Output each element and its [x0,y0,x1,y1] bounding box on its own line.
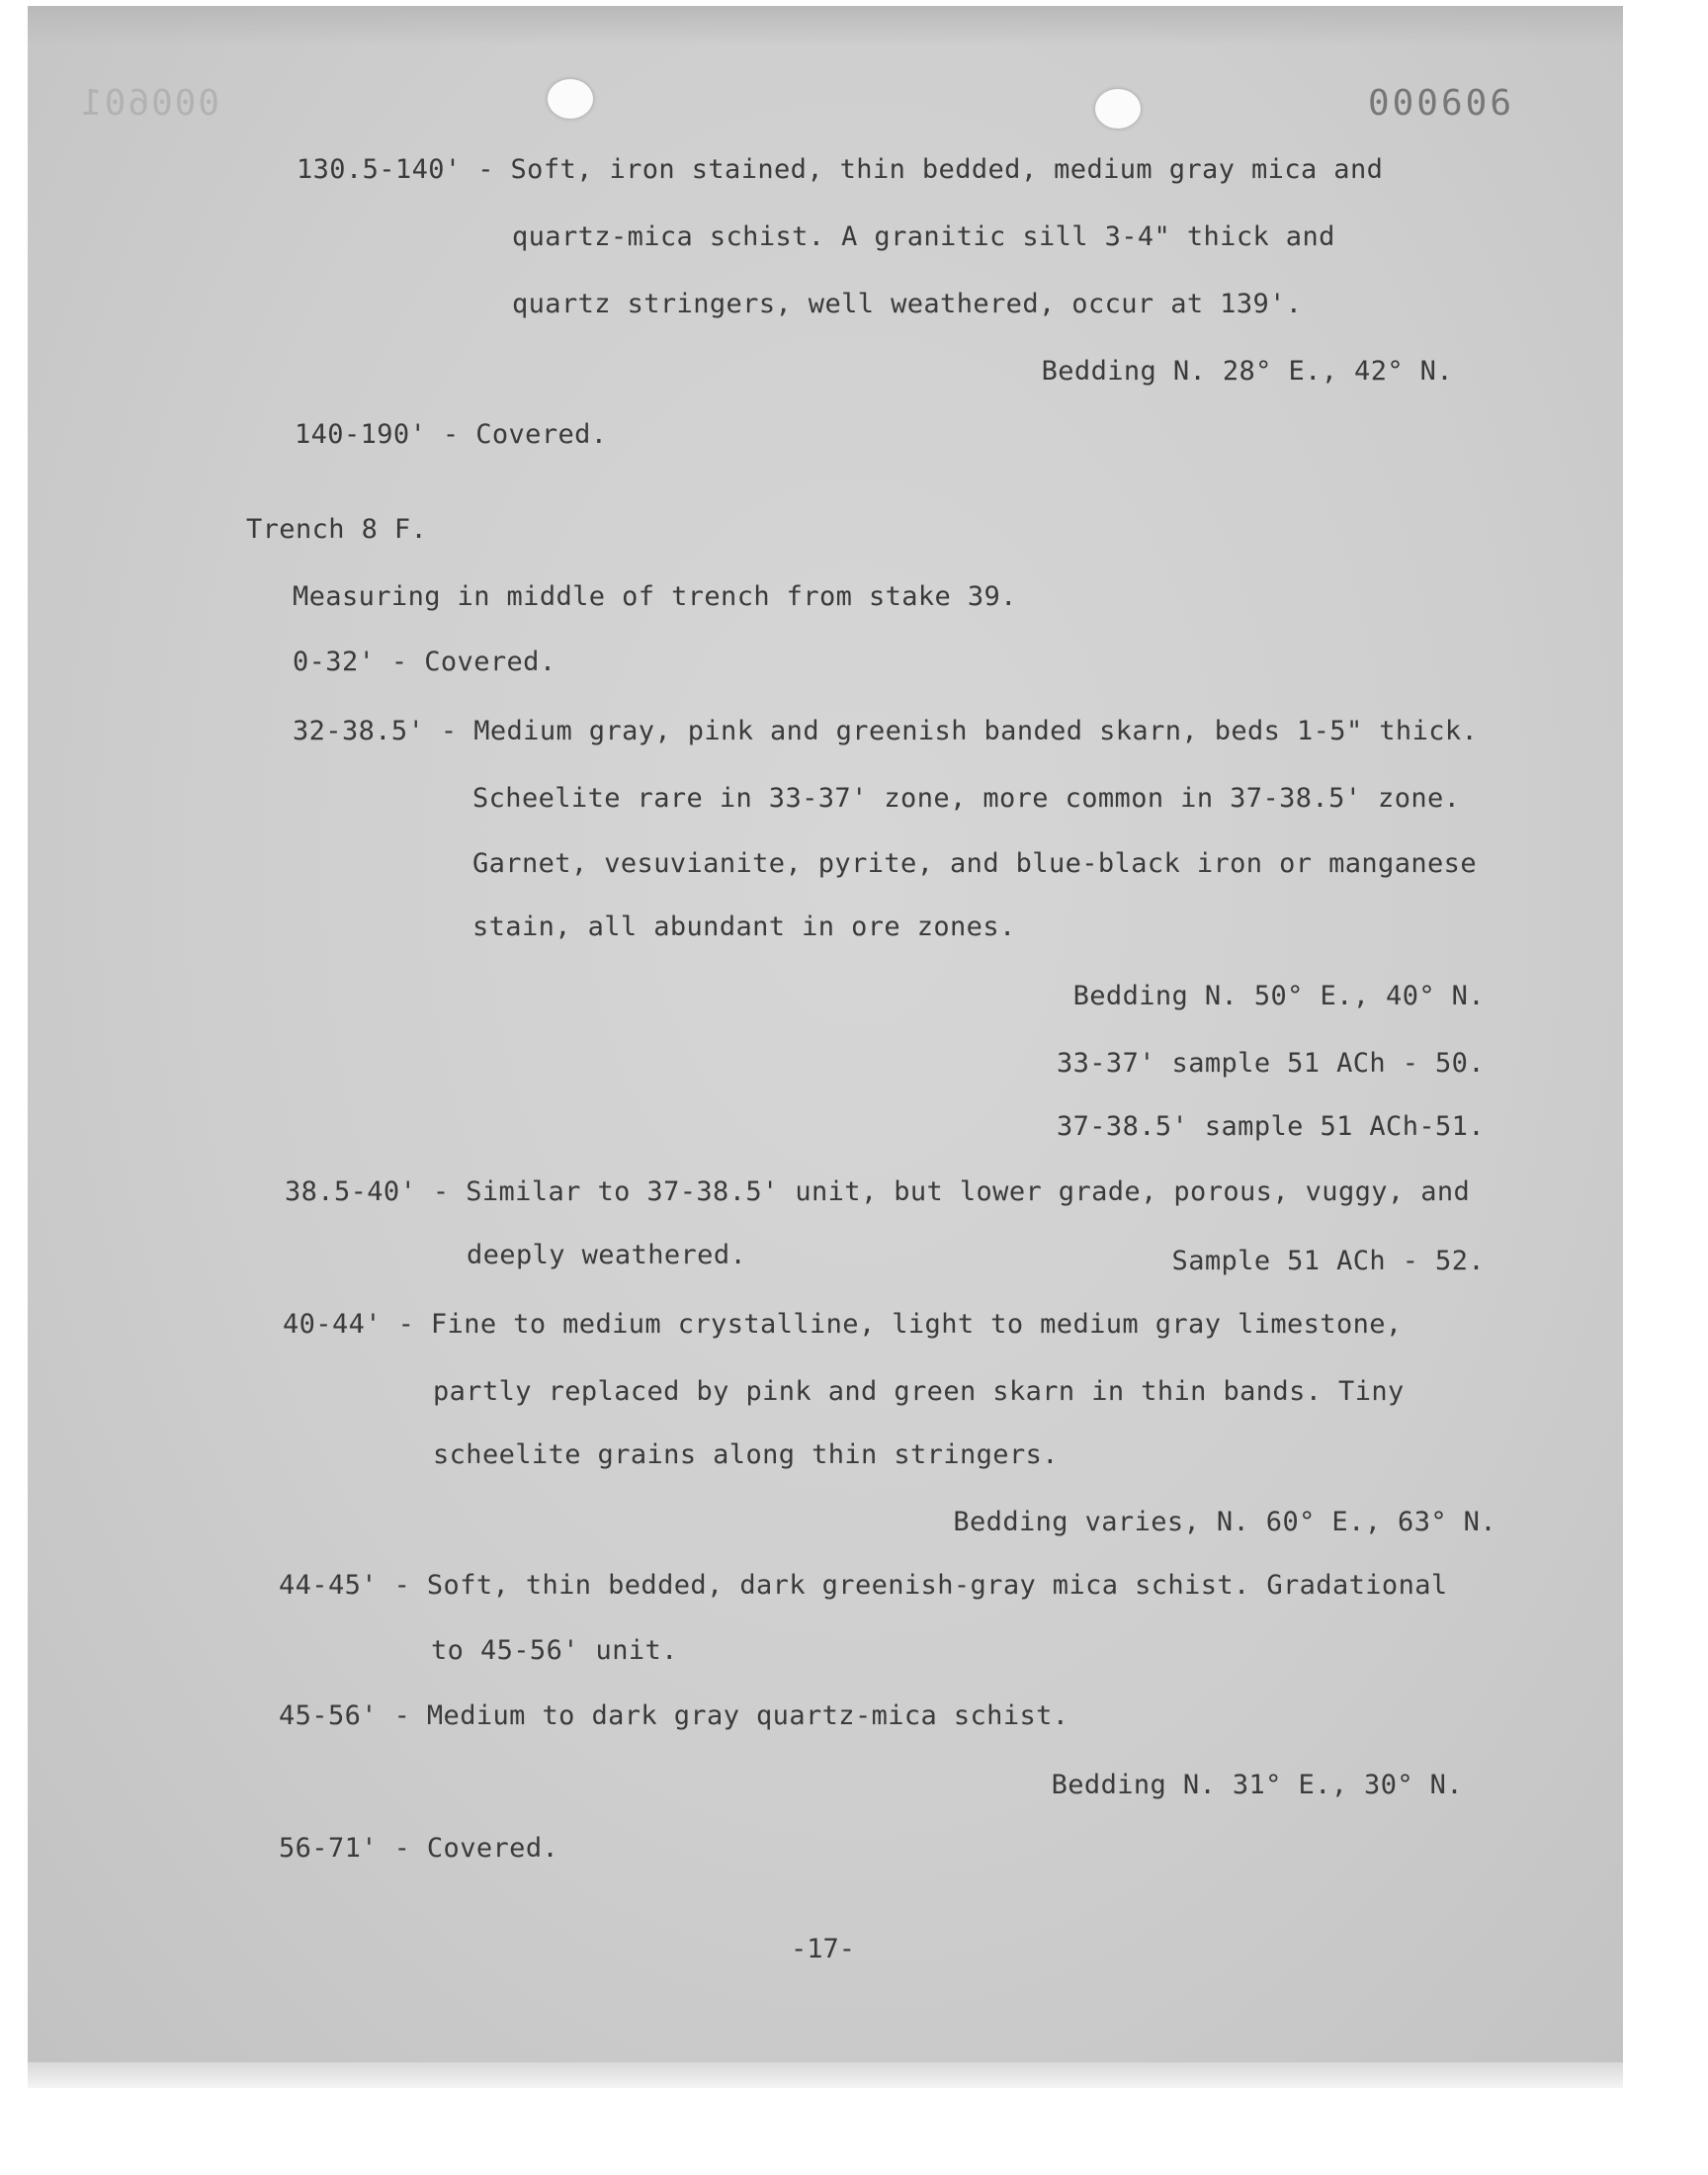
log-entry-continuation: scheelite grains along thin stringers. [433,1439,1059,1470]
log-entry-140-190: 140-190' - Covered. [295,419,608,450]
document-page [28,6,1623,2062]
log-entry-38-40: 38.5-40' - Similar to 37-38.5' unit, but lower grade, porous, vuggy, and [285,1176,1471,1207]
bedding-note: Bedding N. 31° E., 30° N. [1051,1770,1463,1800]
log-entry-40-44: 40-44' - Fine to medium crystalline, light to medium gray limestone, [283,1309,1403,1340]
sample-note: Sample 51 ACh - 52. [1171,1246,1485,1276]
punch-hole-right [1095,89,1141,129]
page-number: -17- [791,1934,856,1964]
log-entry-130-140: 130.5-140' - Soft, iron stained, thin bedded, medium gray mica and [297,154,1384,185]
document-number: 000606 [1367,83,1514,124]
log-entry-continuation: quartz stringers, well weathered, occur at 139'. [512,289,1303,319]
bedding-note: Bedding varies, N. 60° E., 63° N. [953,1507,1496,1537]
log-entry-56-71: 56-71' - Covered. [279,1833,559,1864]
log-entry-continuation: to 45-56' unit. [431,1635,678,1666]
log-entry-32-38: 32-38.5' - Medium gray, pink and greenish banded skarn, beds 1-5" thick. [293,716,1479,746]
sample-note: 37-38.5' sample 51 ACh-51. [1056,1111,1485,1142]
punch-hole-left [548,79,593,119]
log-entry-continuation: deeply weathered. [467,1240,747,1270]
log-entry-continuation: partly replaced by pink and green skarn in thin bands. Tiny [433,1376,1405,1407]
page-edge [28,2062,1623,2088]
log-entry-continuation: stain, all abundant in ore zones. [472,912,1016,942]
log-entry-continuation: quartz-mica schist. A granitic sill 3-4" thick and [512,221,1335,252]
bedding-note: Bedding N. 50° E., 40° N. [1072,981,1485,1011]
bedding-note: Bedding N. 28° E., 42° N. [1041,356,1453,387]
measuring-note: Measuring in middle of trench from stake 39. [293,581,1017,612]
log-entry-45-56: 45-56' - Medium to dark gray quartz-mica schist. [279,1700,1069,1731]
show-through-number: 000601 [79,83,220,124]
section-heading: Trench 8 F. [246,514,428,545]
log-entry-44-45: 44-45' - Soft, thin bedded, dark greenish-gray mica schist. Gradational [279,1570,1448,1601]
sample-note: 33-37' sample 51 ACh - 50. [1056,1048,1485,1079]
log-entry-continuation: Scheelite rare in 33-37' zone, more common in 37-38.5' zone. [472,783,1461,814]
log-entry-0-32: 0-32' - Covered. [293,647,556,677]
log-entry-continuation: Garnet, vesuvianite, pyrite, and blue-black iron or manganese [472,848,1477,879]
